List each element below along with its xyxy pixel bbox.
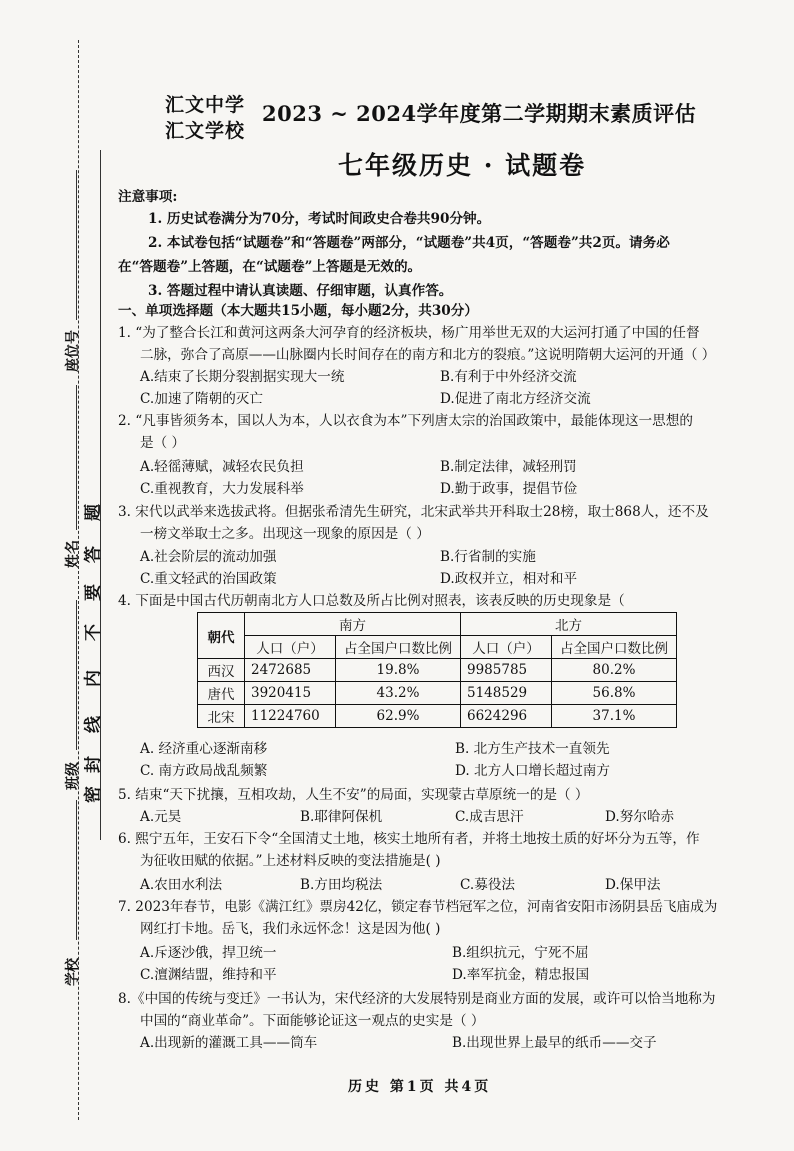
q7-option-b[interactable]: B.组织抗元，宁死不屈: [452, 945, 589, 961]
row-north-ratio: 56.8%: [552, 682, 677, 705]
section-heading: 一、单项选择题（本大题共15小题，每小题2分，共30分）: [118, 303, 478, 319]
q3-stem: 3. 宋代以武举来选拔武将。但据张希清先生研究，北宋武举共开科取士28榜，取士868人，还不及: [118, 504, 709, 520]
row-south-pop: 2472685: [245, 659, 336, 682]
class-label: 班级: [65, 762, 81, 790]
q3-option-b[interactable]: B.行省制的实施: [440, 549, 536, 565]
seal-char-5: 不: [83, 624, 104, 641]
school-name-1: 汇文中学: [165, 94, 246, 116]
row-north-pop: 9985785: [461, 659, 552, 682]
school-label: 学校: [65, 958, 81, 986]
q3-stem-cont: 一榜文举取士之多。出现这一现象的原因是（ ）: [140, 526, 430, 542]
q1-stem-cont: 二脉，弥合了高原——山脉圈内长时间存在的南方和北方的裂痕。”这说明隋朝大运河的开通（ ）: [140, 347, 716, 363]
row-north-ratio: 80.2%: [552, 659, 677, 682]
q1-stem: 1. “为了整合长江和黄河这两条大河孕育的经济板块，杨广用举世无双的大运河打通了中国的任督: [118, 325, 700, 341]
seal-char-2: 封: [83, 756, 104, 773]
class-field[interactable]: [76, 600, 77, 750]
q6-option-a[interactable]: A.农田水利法: [140, 877, 223, 893]
name-field[interactable]: [76, 385, 77, 530]
seal-char-3: 线: [83, 716, 104, 733]
q1-option-a[interactable]: A.结束了长期分裂割据实现大一统: [140, 369, 345, 385]
school-field[interactable]: [76, 800, 77, 940]
q5-option-c[interactable]: C.成吉思汗: [455, 809, 524, 825]
header-north-pop: 人口（户）: [461, 636, 552, 659]
q5-stem: 5. 结束“天下扰攘，互相攻劫，人生不安”的局面，实现蒙古草原统一的是（ ）: [118, 787, 589, 803]
header-south-ratio: 占全国户口数比例: [336, 636, 461, 659]
header-north-ratio: 占全国户口数比例: [552, 636, 677, 659]
row-dynasty: 唐代: [198, 682, 245, 705]
row-north-pop: 6624296: [461, 705, 552, 728]
q6-option-c[interactable]: C.募役法: [460, 877, 516, 893]
q4-option-d[interactable]: D. 北方人口增长超过南方: [455, 763, 610, 779]
notes-heading: 注意事项:: [118, 189, 178, 205]
q2-stem-cont: 是（ ）: [140, 435, 186, 451]
q8-option-a[interactable]: A.出现新的灌溉工具——筒车: [140, 1035, 318, 1051]
q7-option-d[interactable]: D.率军抗金，精忠报国: [452, 967, 590, 983]
exam-subtitle: 七年级历史 · 试题卷: [338, 151, 587, 180]
q2-option-d[interactable]: D.勤于政事，提倡节俭: [440, 481, 578, 497]
seal-char-8: 题: [83, 504, 104, 521]
q6-option-b[interactable]: B.方田均税法: [300, 877, 383, 893]
q2-option-b[interactable]: B.制定法律，减轻刑罚: [440, 459, 577, 475]
row-south-pop: 3920415: [245, 682, 336, 705]
table-row: [198, 705, 677, 728]
q1-option-c[interactable]: C.加速了隋朝的灭亡: [140, 391, 263, 407]
seat-number-field[interactable]: [76, 170, 77, 320]
q5-option-a[interactable]: A.元昊: [140, 809, 182, 825]
q6-stem-cont: 为征收田赋的依据。”上述材料反映的变法措施是( ): [140, 853, 441, 869]
q4-stem: 4. 下面是中国古代历朝南北方人口总数及所占比例对照表，该表反映的历史现象是（: [118, 593, 625, 609]
q6-option-d[interactable]: D.保甲法: [605, 877, 661, 893]
q4-option-a[interactable]: A. 经济重心逐渐南移: [140, 741, 268, 757]
note-2: 2. 本试卷包括“试题卷”和“答题卷”两部分，“试题卷”共4页，“答题卷”共2页。请务必: [148, 235, 670, 251]
table-row: [198, 659, 677, 682]
header-dynasty: 朝代: [198, 613, 245, 659]
q5-option-d[interactable]: D.努尔哈赤: [605, 809, 675, 825]
page-footer: 历史 第1页 共4页: [348, 1079, 492, 1095]
q1-option-b[interactable]: B.有利于中外经济交流: [440, 369, 577, 385]
q3-option-d[interactable]: D.政权并立，相对和平: [440, 571, 578, 587]
name-label: 姓名: [65, 540, 81, 568]
q8-stem-cont: 中国的“商业革命”。下面能够论证这一观点的史实是（ ）: [140, 1013, 485, 1029]
q7-option-c[interactable]: C.澶渊结盟，维持和平: [140, 967, 277, 983]
population-table: [197, 612, 677, 728]
header-north: 北方: [461, 613, 677, 636]
note-1: 1. 历史试卷满分为70分，考试时间政史合卷共90分钟。: [148, 211, 491, 227]
note-3: 3. 答题过程中请认真读题、仔细审题，认真作答。: [148, 283, 453, 299]
q4-option-b[interactable]: B. 北方生产技术一直领先: [455, 741, 610, 757]
row-south-ratio: 19.8%: [336, 659, 461, 682]
row-south-pop: 11224760: [245, 705, 336, 728]
q1-option-d[interactable]: D.促进了南北方经济交流: [440, 391, 591, 407]
seal-char-1: 密: [83, 786, 104, 803]
row-dynasty: 西汉: [198, 659, 245, 682]
row-north-pop: 5148529: [461, 682, 552, 705]
q8-option-b[interactable]: B.出现世界上最早的纸币——交子: [452, 1035, 657, 1051]
q5-option-b[interactable]: B.耶律阿保机: [300, 809, 383, 825]
row-south-ratio: 43.2%: [336, 682, 461, 705]
q2-option-c[interactable]: C.重视教育，大力发展科举: [140, 481, 304, 497]
row-south-ratio: 62.9%: [336, 705, 461, 728]
row-dynasty: 北宋: [198, 705, 245, 728]
seal-char-7: 答: [83, 546, 104, 563]
q3-option-a[interactable]: A.社会阶层的流动加强: [140, 549, 277, 565]
note-2-cont: 在“答题卷”上答题，在“试题卷”上答题是无效的。: [118, 259, 422, 275]
header-south: 南方: [245, 613, 461, 636]
q7-stem-cont: 网红打卡地。岳飞，我们永远怀念！这是因为他( ): [140, 921, 441, 937]
q2-stem: 2. “凡事皆须务本，国以人为本，人以衣食为本”下列唐太宗的治国政策中，最能体现这一思想的: [118, 413, 693, 429]
table-row: [198, 682, 677, 705]
seat-number-label: 座位号: [65, 330, 81, 372]
q4-option-c[interactable]: C. 南方政局战乱频繁: [140, 763, 268, 779]
q7-stem: 7. 2023年春节，电影《满江红》票房42亿，锁定春节档冠军之位，河南省安阳市汤阴县岳飞庙成为: [118, 899, 718, 915]
q3-option-c[interactable]: C.重文轻武的治国政策: [140, 571, 277, 587]
q6-stem: 6. 熙宁五年，王安石下令“全国清丈土地，核实土地所有者，并将土地按土质的好坏分为五等，作: [118, 831, 700, 847]
q2-option-a[interactable]: A.轻徭薄赋，减轻农民负担: [140, 459, 304, 475]
exam-title: 2023 ~ 2024学年度第二学期期末素质评估: [262, 101, 697, 126]
seal-char-6: 要: [83, 584, 104, 601]
row-north-ratio: 37.1%: [552, 705, 677, 728]
q8-stem: 8.《中国的传统与变迁》一书认为，宋代经济的大发展特别是商业方面的发展，或许可以恰当地称为: [118, 991, 716, 1007]
q7-option-a[interactable]: A.斥逐沙俄，捍卫统一: [140, 945, 277, 961]
header-south-pop: 人口（户）: [245, 636, 336, 659]
binding-solid-line: [100, 150, 101, 840]
seal-char-4: 内: [83, 670, 104, 687]
school-name-2: 汇文学校: [165, 120, 246, 142]
